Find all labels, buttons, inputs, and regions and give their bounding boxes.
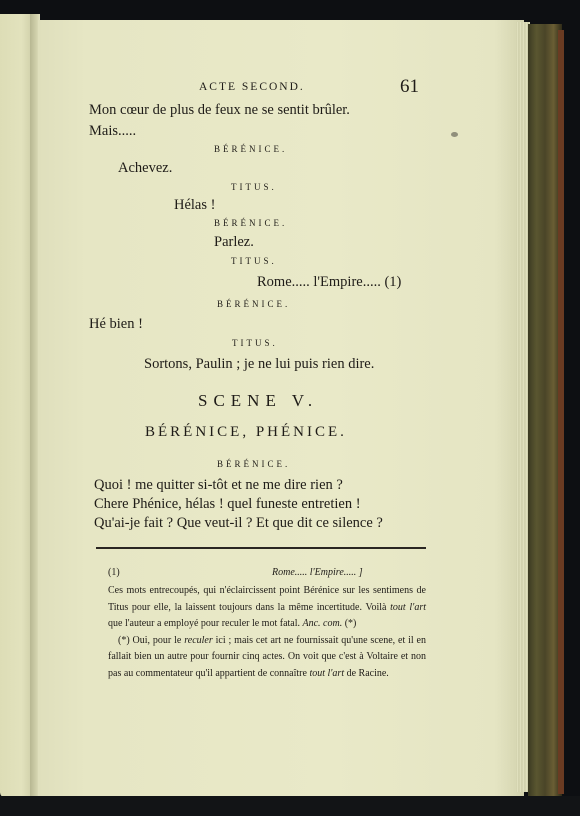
speaker-name: BÉRÉNICE. <box>214 144 288 154</box>
speaker-name: BÉRÉNICE. <box>214 218 288 228</box>
footnote-text <box>108 583 426 682</box>
footnote-rule <box>96 547 426 549</box>
verse-line: Sortons, Paulin ; je ne lui puis rien dire. <box>144 356 375 372</box>
spine-edge <box>558 30 564 794</box>
ink-spot <box>451 132 458 137</box>
verse-line: Quoi ! me quitter si-tôt et ne me dire rien ? <box>94 477 343 493</box>
verse-line: Mon cœur de plus de feux ne se sentit brûler. <box>89 102 350 118</box>
scan-background <box>0 796 580 816</box>
page-number: 61 <box>400 76 419 97</box>
footnote-paragraph: (*) Oui, pour le reculer ici ; mais cet art ne fournissait qu'une scene, et il en fallait bien un autre pour fournir cinq actes. On voit que c'est à Voltaire et non pas au commentateur qu'il appartient de connaître tout l'art de Racine. <box>108 634 426 679</box>
speaker-name: TITUS. <box>231 182 277 192</box>
verse-line: Achevez. <box>118 160 173 176</box>
footnote-marker: (1) <box>108 567 120 578</box>
verse-line: Hé bien ! <box>89 316 143 332</box>
speaker-name: TITUS. <box>231 256 277 266</box>
running-title: ACTE SECOND. <box>199 81 305 93</box>
verse-line: Parlez. <box>214 234 254 250</box>
speaker-name: BÉRÉNICE. <box>217 299 291 309</box>
verse-line: Mais..... <box>89 123 137 139</box>
scene-title: SCENE V. <box>198 391 319 410</box>
verse-line: Chere Phénice, hélas ! quel funeste entretien ! <box>94 496 361 512</box>
speaker-name: TITUS. <box>232 338 278 348</box>
speaker-name: BÉRÉNICE. <box>217 459 291 469</box>
book-spine <box>528 24 562 796</box>
footnote-paragraph: Ces mots entrecoupés, qui n'éclaircissent point Bérénice sur les sentimens de Titus pour elle, la laissent toujours dans la même incertitude. Voilà tout l'art que l'auteur a employé pour reculer le mot fatal. Anc. com. (*) <box>108 585 426 629</box>
verse-line: Qu'ai-je fait ? Que veut-il ? Et que dit ce silence ? <box>94 515 383 531</box>
verse-line: Hélas ! <box>174 197 216 213</box>
scene-characters: BÉRÉNICE, PHÉNICE. <box>145 424 347 440</box>
footnote-reference: Rome..... l'Empire..... ] <box>272 567 363 578</box>
verse-line: Rome..... l'Empire..... (1) <box>257 274 402 290</box>
